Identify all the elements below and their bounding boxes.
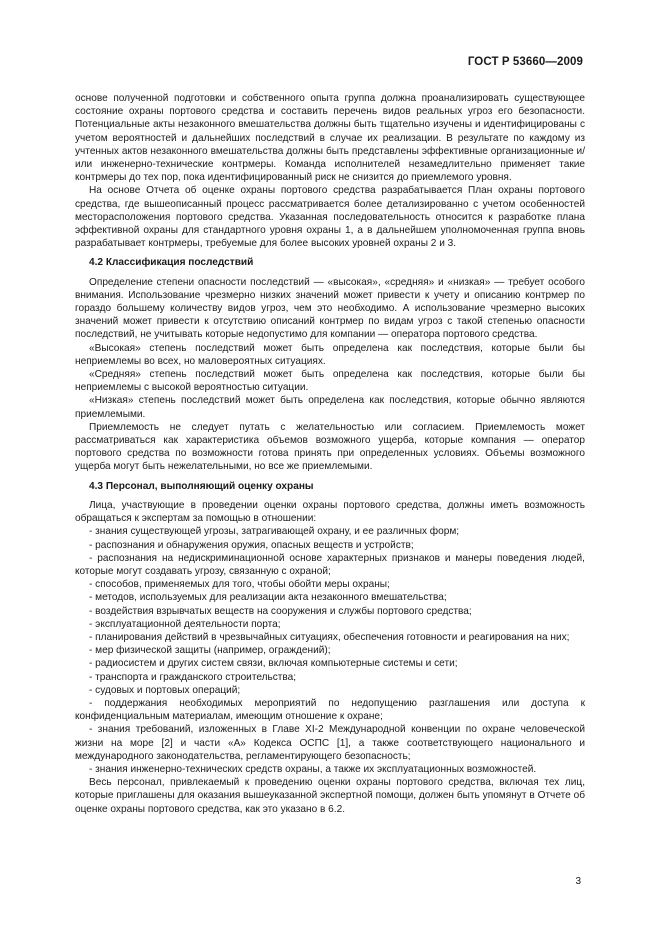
section-42-paragraph-3: «Средняя» степень последствий может быть определена как последствия, которые были бы неприемлемы с высокой вероятностью ситуации. <box>75 369 585 394</box>
list-item: - мер физической защиты (например, ограждений); <box>89 645 331 657</box>
list-item: - транспорта и гражданского строительства; <box>89 671 297 683</box>
list-item: - способов, применяемых для того, чтобы обойти меры охраны; <box>89 579 390 591</box>
section-42-heading: 4.2 Классификация последствий <box>89 257 254 269</box>
standard-designation: ГОСТ Р 53660—2009 <box>467 56 583 68</box>
document-body <box>75 92 585 816</box>
list-item: - знания требований, изложенных в Главе XI-2 Международной конвенции по охране человеческой жизни на море [2] и части «А» Кодекса ОСПС [1], а также соответствующего национального и международного законодательства, регламентирующего безопасность; <box>75 724 585 762</box>
list-item: - радиосистем и других систем связи, включая компьютерные системы и сети; <box>89 658 458 670</box>
list-item: - знания инженерно-технических средств охраны, а также их эксплуатационных возможностей. <box>89 763 537 775</box>
list-item: - планирования действий в чрезвычайных ситуациях, обеспечения готовности и реагирования на них; <box>89 631 570 643</box>
list-item: - распознания и обнаружения оружия, опасных веществ и устройств; <box>89 539 414 551</box>
section-43-intro: Лица, участвующие в проведении оценки охраны портового средства, должны иметь возможность обращаться к экспертам за помощью в отношении: <box>75 499 585 525</box>
list-item: - воздействия взрывчатых веществ на сооружения и службы портового средства; <box>89 605 472 617</box>
section-41-paragraph-2: На основе Отчета об оценке охраны портового средства разрабатывается План охраны портового средства, где вышеописанный процесс рассматривается более детализированно с учетом особенностей месторасположения портового средства. Указанная последовательность относится к разработке плана эффективной охраны для стандартного уровня охраны 1, а в дальнейшем уполномоченная группа вновь разрабатывает контрмеры, требуемые для более высоких уровней охраны 2 и 3. <box>75 185 585 250</box>
list-item: - эксплуатационной деятельности порта; <box>89 618 281 630</box>
list-item: - судовых и портовых операций; <box>89 684 241 696</box>
list-item: - знания существующей угрозы, затрагивающей охрану, и ее различных форм; <box>89 526 460 538</box>
section-43-closing: Весь персонал, привлекаемый к проведению оценки охраны портового средства, включая тех лиц, которые приглашены для оказания вышеуказанной экспертной помощи, должен быть упомянут в Отчете об оценке охраны портового средства, как это указано в 6.2. <box>75 777 585 815</box>
list-item: - распознания на недискриминационной основе характерных признаков и манеры поведения людей, которые могут создавать угрозу, связанную с охраной; <box>75 552 585 577</box>
list-item: - поддержания необходимых мероприятий по недопущению разглашения или доступа к конфиденциальным материалам, имеющим отношение к охране; <box>75 697 585 723</box>
section-41-paragraph-1: основе полученной подготовки и собственного опыта группа должна проанализировать существующее состояние охраны портового средства и составить перечень видов реальных угроз его безопасности. Потенциальные акты незаконного вмешательства должны быть тщательно изучены и идентифицированы с учетом вероятностей и дальнейших последствий в случае их реализации. В результате по каждому из учтенных актов незаконного вмешательства должны быть представлены эффективные организационные и/или инженерно-технические контрмеры. Команда исполнителей незамедлительно применяет такие контрмеры до тех пор, пока идентифицированный риск не снизится до приемлемого уровня. <box>75 93 585 184</box>
section-42-paragraph-4: «Низкая» степень последствий может быть определена как последствия, которые обычно являются приемлемыми. <box>75 395 585 420</box>
section-42-paragraph-5: Приемлемость не следует путать с желательностью или согласием. Приемлемость может рассматриваться как характеристика объемов возможного ущерба, которые компания — оператор портового средства по возможности готова принять при определенных условиях. Объемы возможного ущерба могут быть нежелательными, но все же приемлемыми. <box>75 421 585 473</box>
list-item: - методов, используемых для реализации акта незаконного вмешательства; <box>89 592 447 604</box>
section-42-paragraph-1: Определение степени опасности последствий — «высокая», «средняя» и «низкая» — требует особого внимания. Использование чрезмерно низких значений может привести к учету и описанию контрмер по гораздо большему количеству видов угроз, чем это необходимо. А использование чрезмерно высоких значений может привести к отсутствию описаний контрмер по видам угроз с такой степенью опасности последствий, не учитывать которые недопустимо для компании — оператора портового средства. <box>75 276 585 341</box>
section-42-paragraph-2: «Высокая» степень последствий может быть определена как последствия, которые были бы неприемлемы во всех, но маловероятных ситуациях. <box>75 342 585 367</box>
page-number: 3 <box>575 876 581 887</box>
section-43-heading: 4.3 Персонал, выполняющий оценку охраны <box>89 480 314 492</box>
expertise-list <box>75 525 585 776</box>
